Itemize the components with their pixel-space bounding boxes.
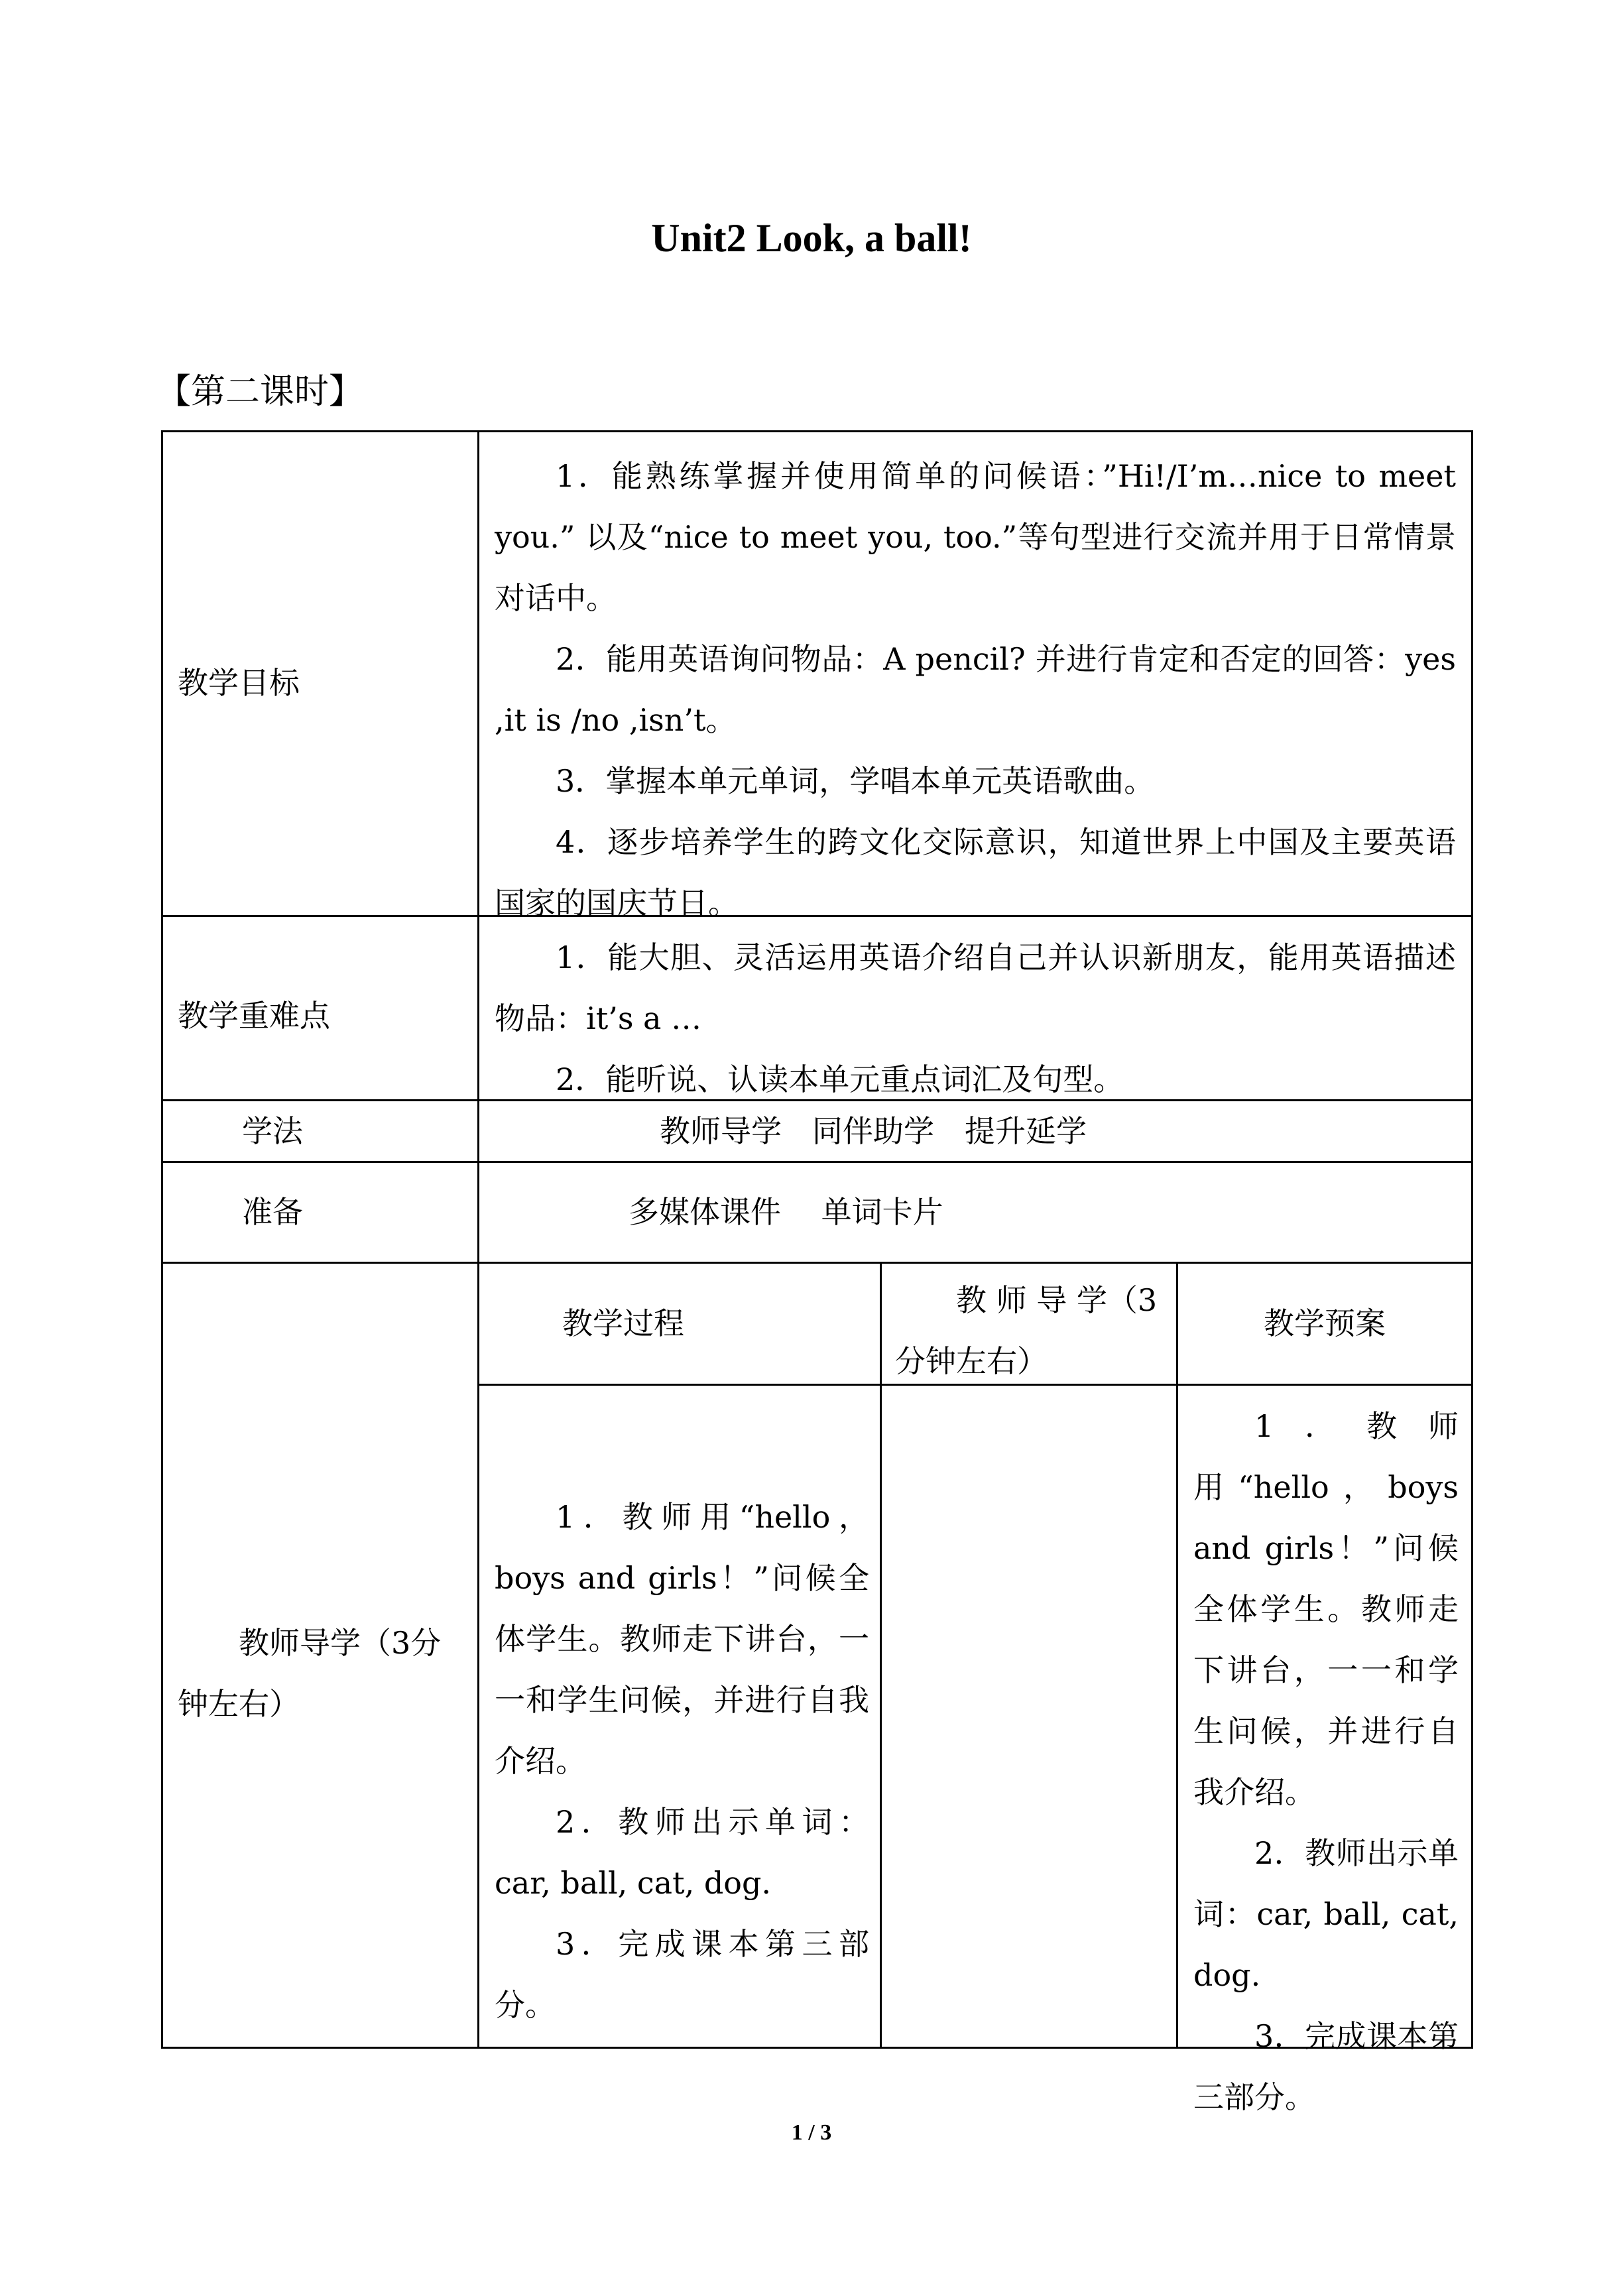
- plan-item: 1．教师用“hello，boys and girls！”问候全体学生。教师走下讲台，一一和学生问候，并进行自我介绍。: [1193, 1408, 1459, 1810]
- process-item: 2．教师出示单词：car, ball, cat, dog.: [495, 1804, 869, 1901]
- key-point-item: 2．能听说、认读本单元重点词汇及句型。: [556, 1061, 1124, 1097]
- plan-content: [1193, 1396, 1459, 2128]
- method-value: 教师导学 同伴助学 提升延学: [660, 1113, 1087, 1149]
- process-item: 1．教师用“hello，boys and girls！”问候全体学生。教师走下讲台，一一和学生问候，并进行自我介绍。: [495, 1499, 869, 1779]
- teacher-guide-label: 教师导学（3分钟左右）: [178, 1625, 442, 1722]
- header-guide: 教 师 导 学（3分钟左右）: [895, 1282, 1158, 1379]
- preparation-label: 准备: [242, 1194, 303, 1230]
- header-plan: 教学预案: [1264, 1305, 1386, 1341]
- method-label: 学法: [242, 1113, 303, 1149]
- goals-label: 教学目标: [178, 665, 300, 701]
- goals-item: 2．能用英语询问物品：A pencil? 并进行肯定和否定的回答：yes ,it is /no ,isn’t。: [495, 641, 1456, 738]
- header-process: 教学过程: [562, 1305, 684, 1341]
- goals-item: 3．掌握本单元单词，学唱本单元英语歌曲。: [556, 763, 1155, 799]
- page-number: 1 / 3: [791, 2120, 832, 2145]
- goals-item: 4．逐步培养学生的跨文化交际意识，知道世界上中国及主要英语国家的国庆节日。: [495, 824, 1456, 921]
- plan-item: 2．教师出示单词：car, ball, cat, dog.: [1193, 1835, 1459, 1993]
- process-content: [495, 1486, 869, 2035]
- key-points-label: 教学重难点: [178, 998, 330, 1034]
- preparation-value: 多媒体课件 单词卡片: [629, 1194, 943, 1230]
- goals-item: 1．能熟练掌握并使用简单的问候语：”Hi!/I’m…nice to meet you.” 以及“nice to meet you, too.”等句型进行交流并用于日常情景对话中。: [495, 458, 1456, 616]
- plan-item: 3．完成课本第三部分。: [1193, 2018, 1459, 2115]
- process-item: 3．完成课本第三部分。: [495, 1926, 869, 2023]
- lesson-label: 【第二课时】: [156, 372, 364, 412]
- key-point-item: 1．能大胆、灵活运用英语介绍自己并认识新朋友，能用英语描述物品：it’s a …: [495, 939, 1456, 1036]
- key-points-content: [495, 927, 1456, 1110]
- document-title: Unit2 Look, a ball!: [651, 216, 972, 260]
- goals-content: [495, 446, 1456, 934]
